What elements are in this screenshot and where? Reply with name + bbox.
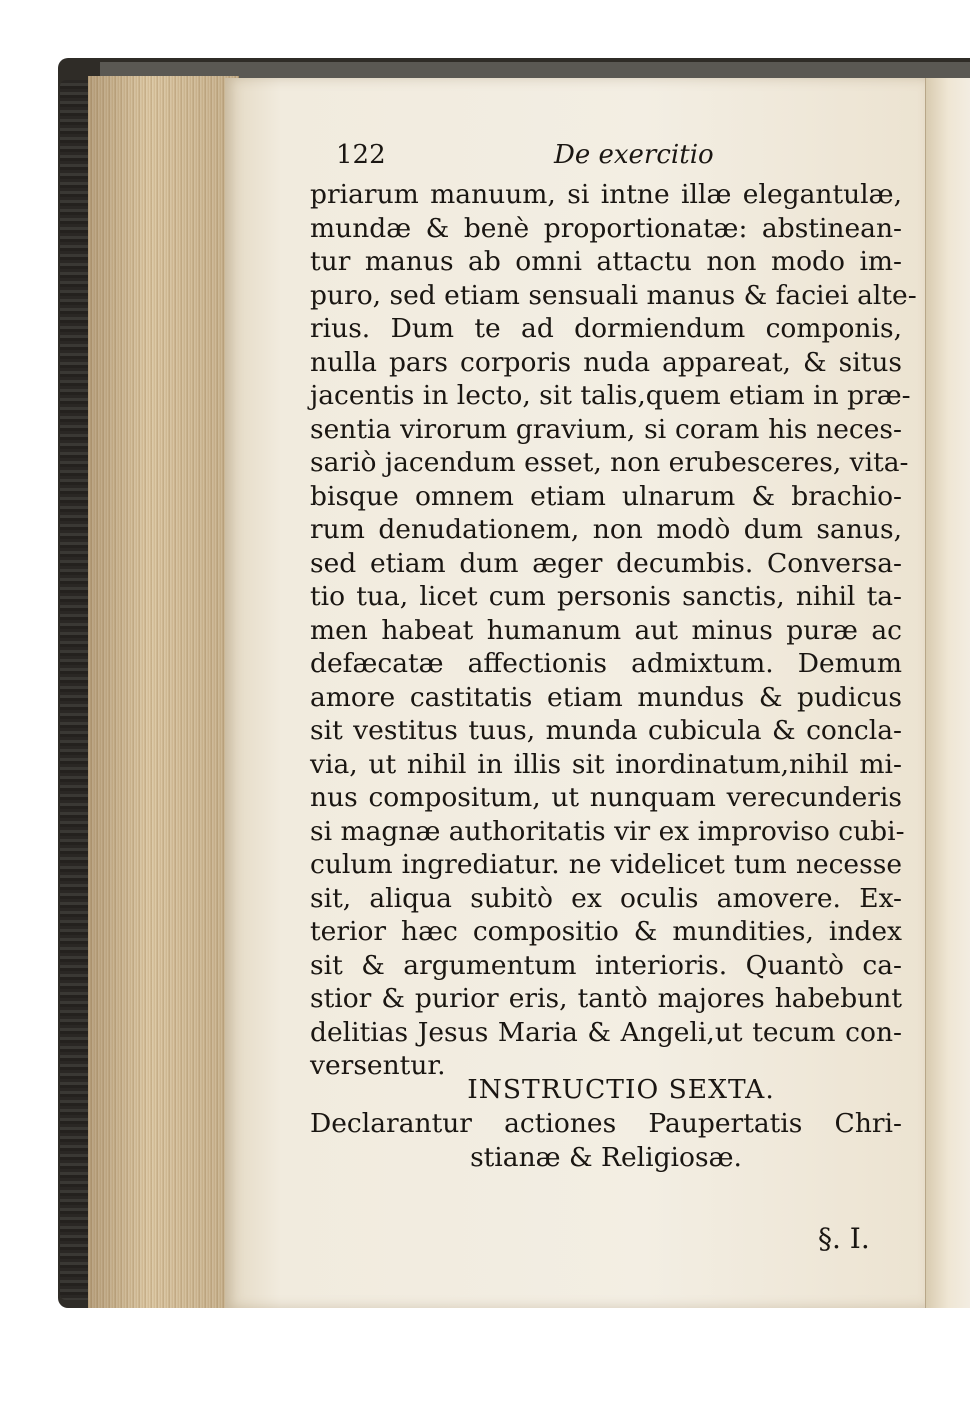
text-line: si magnæ authoritatis vir ex improviso cubi- [310, 815, 905, 847]
page-number: 122 [336, 140, 386, 170]
text-line: rum denudationem, non modò dum sanus, [310, 514, 902, 545]
text-line: priarum manuum, si intne illæ elegantulæ, [310, 179, 902, 210]
text-line: via, ut nihil in illis sit inordinatum,nihil mi- [310, 748, 902, 780]
text-line: delitias Jesus Maria & Angeli,ut tecum con- [310, 1016, 902, 1048]
text-line: sit & argumentum interioris. Quantò ca- [310, 949, 902, 981]
text-line: sariò jacendum esset, non erubesceres, vita- [310, 447, 909, 478]
text-line: versentur. [310, 1050, 446, 1081]
text-line: terior hæc compositio & mundities, index [310, 916, 902, 947]
text-line: stior & purior eris, tantò majores habebunt [310, 983, 902, 1014]
text-line: bisque omnem etiam ulnarum & brachio- [310, 480, 902, 512]
text-line: sit, aliqua subitò ex oculis amovere. Ex- [310, 882, 902, 914]
section-subheading-continued: stianæ & Religiosæ. [470, 1142, 742, 1173]
section-heading-block [310, 1073, 902, 1175]
text-line: amore castitatis etiam mundus & pudicus [310, 681, 902, 713]
cover-spine-edge [60, 80, 90, 1300]
text-line: rius. Dum te ad dormiendum componis, [310, 313, 902, 344]
text-line: sentia virorum gravium, si coram his neces- [310, 413, 902, 445]
catchword-mark: §. I. [818, 1222, 870, 1255]
text-line: jacentis in lecto, sit talis,quem etiam in præ- [310, 380, 911, 411]
text-line: tur manus ab omni attactu non modo im- [310, 246, 902, 277]
text-line: nulla pars corporis nuda appareat, & situs [310, 346, 902, 378]
text-line: men habeat humanum aut minus puræ ac [310, 614, 902, 646]
text-line: tio tua, licet cum personis sanctis, nihil ta- [310, 581, 902, 612]
section-subheading: Declarantur actiones Paupertatis Chri- [310, 1108, 902, 1139]
section-heading: INSTRUCTIO SEXTA. [467, 1074, 775, 1105]
facing-page-gutter [925, 78, 970, 1308]
running-title: De exercitio [554, 140, 714, 170]
text-line: defæcatæ affectionis admixtum. Demum [310, 648, 902, 679]
body-text [310, 178, 917, 1083]
text-line: sit vestitus tuus, munda cubicula & concla- [310, 715, 902, 746]
page-stack-fore-edge [88, 76, 239, 1308]
text-line: mundæ & benè proportionatæ: abstinean- [310, 212, 902, 244]
text-line: puro, sed etiam sensuali manus & faciei alte- [310, 279, 917, 311]
running-head [336, 140, 896, 176]
text-line: sed etiam dum æger decumbis. Conversa- [310, 547, 902, 579]
text-line: nus compositum, ut nunquam verecunderis [310, 782, 902, 813]
text-line: culum ingrediatur. ne videlicet tum necesse [310, 849, 902, 880]
